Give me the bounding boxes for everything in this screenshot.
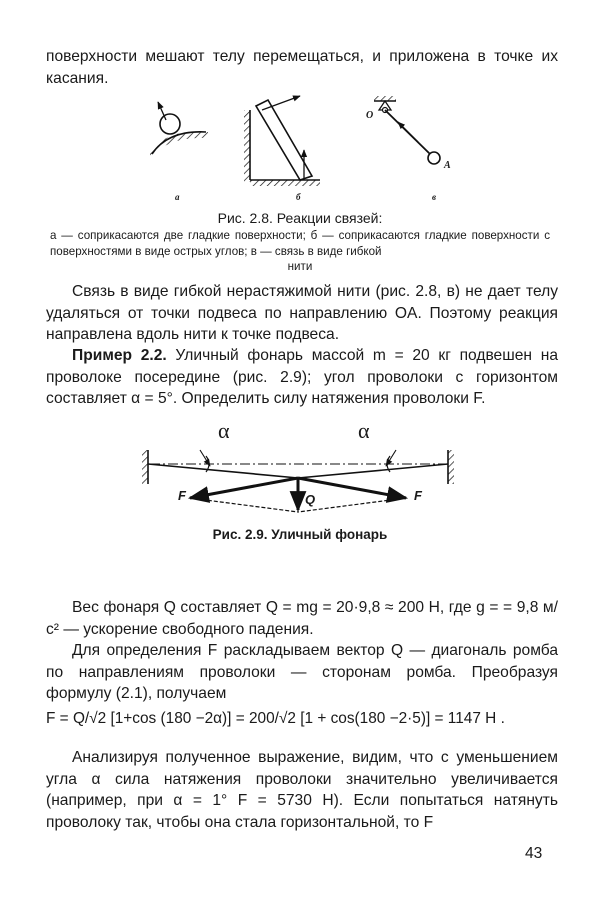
paragraph-flexible-thread: Связь в виде гибкой нерастяжимой нити (рис. 2.8, в) не дает телу удаляться от точки подвеса по направлению OA. Поэтому реакция направлена вдоль нити к точке подвеса. [46, 283, 558, 344]
example-text: Уличный фонарь массой m = 20 кг подвешен на проволоке посередине (рис. 2.9); угол проволоки с горизонтом составляет α = 5°. Определить силу натяжения проволоки F. [46, 347, 558, 408]
figure-a-ball-on-surface [150, 102, 208, 158]
figure-label-b: б [296, 192, 301, 202]
force-right-label: F [414, 488, 422, 503]
figure-2-8-caption-title: Рис. 2.8. Реакции связей: [217, 210, 383, 226]
paragraph-intro: поверхности мешают телу перемещаться, и приложена в точке их касания. [46, 48, 558, 87]
wire [148, 464, 448, 478]
page-number: 43 [525, 845, 543, 862]
point-a-label: A [444, 160, 451, 171]
paragraph-decomposition: Для определения F раскладываем вектор Q — диагональ ромба по направлениям проволоки — сторонам ромба. Преобразуя формулу (2.1), получаем [46, 642, 558, 703]
figure-label-a: а [175, 192, 180, 202]
left-wall [142, 450, 148, 484]
tension-formula: F = Q/√2 [1+cos (180 −2α)] = 200/√2 [1 + cos(180 −2·5)] = 1147 H . [46, 710, 505, 727]
alpha-left-label: α [218, 418, 230, 443]
paragraph-example [46, 345, 558, 410]
force-left-vector [190, 478, 298, 498]
figure-v-pendulum [374, 96, 440, 164]
figure-2-8 [0, 92, 600, 202]
figure-2-8-drawing [0, 92, 600, 202]
force-left-label: F [178, 488, 186, 503]
paragraph-weight: Вес фонаря Q составляет Q = mg = 20·9,8 ≈ 200 H, где g = = 9,8 м/с² — ускорение свободного падения. [46, 599, 558, 638]
point-o-label: O [366, 110, 374, 121]
figure-label-v: в [432, 192, 437, 202]
figure-2-9 [0, 420, 600, 516]
figure-2-8-caption [50, 228, 550, 275]
figure-b-bar-in-corner [244, 96, 320, 186]
example-label: Пример 2.2. [72, 347, 167, 364]
figure-2-9-caption: Рис. 2.9. Уличный фонарь [212, 527, 388, 542]
weight-label: Q [305, 492, 316, 507]
figure-2-9-drawing [0, 420, 600, 516]
paragraph-analysis: Анализируя полученное выражение, видим, что с уменьшением угла α сила натяжения проволоки значительно увеличивается (например, при α = 1° F = 5730 H). Если попытаться натянуть проволоку так, чтобы она стала горизонтальной, то F [46, 749, 558, 831]
right-wall [448, 450, 454, 484]
figure-2-8-caption-text: а — соприкасаются две гладкие поверхности; б — соприкасаются гладкие поверхности с поверхностями в виде острых углов; в — связь в виде гибкой [50, 229, 550, 258]
alpha-right-label: α [358, 418, 370, 443]
figure-2-8-caption-last: нити [287, 260, 313, 274]
